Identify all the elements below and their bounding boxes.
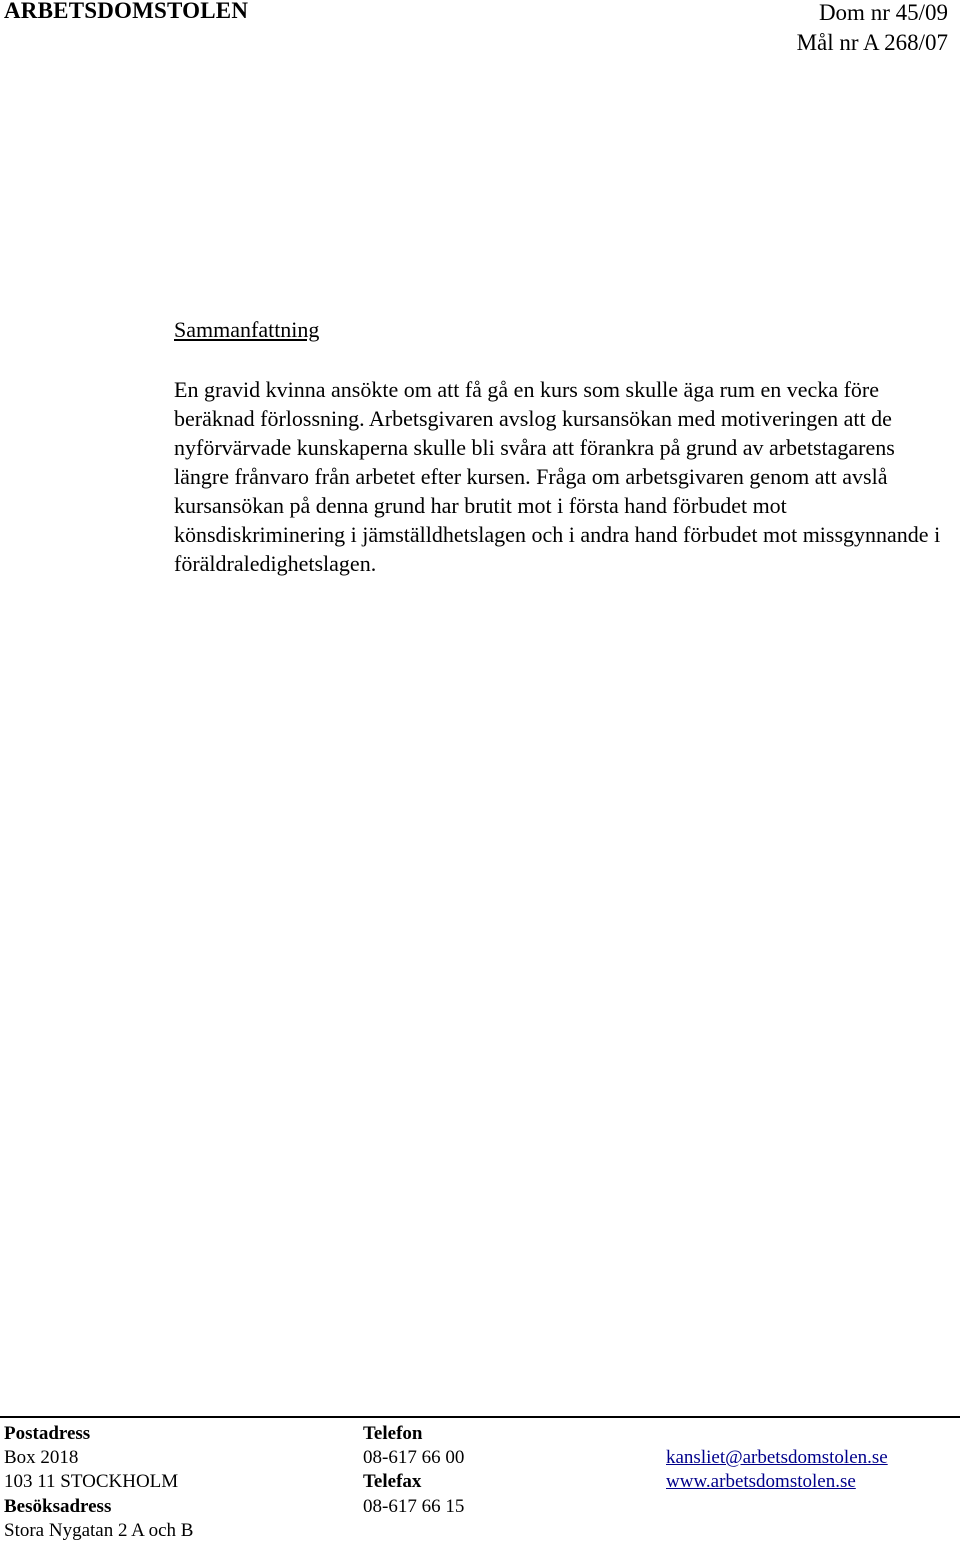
postal-box: Box 2018 bbox=[4, 1447, 79, 1469]
footer bbox=[0, 1416, 960, 1543]
postal-city: 103 11 STOCKHOLM bbox=[4, 1471, 179, 1493]
court-name: ARBETSDOMSTOLEN bbox=[4, 0, 249, 23]
website-link[interactable]: www.arbetsdomstolen.se bbox=[666, 1471, 856, 1493]
case-number: Mål nr A 268/07 bbox=[796, 30, 948, 55]
footer-contact-column bbox=[666, 1446, 888, 1494]
summary-body: En gravid kvinna ansökte om att få gå en kurs som skulle äga rum en vecka före beräknad förlossning. Arbetsgivaren avslog kursansökan med motiveringen att de nyförvärvade kunskaperna skulle bli svåra att förankra på grund av arbetstagarens längre frånvaro från arbetet efter kursen. Fråga om arbetsgivaren genom att avslå kursansökan på denna grund har brutit mot i första hand förbudet mot könsdiskriminering i jämställdhetslagen och i andra hand förbudet mot missgynnande i föräldraledighetslagen. bbox=[174, 377, 941, 576]
postal-address-label: Postadress bbox=[4, 1423, 91, 1444]
phone-label: Telefon bbox=[363, 1423, 423, 1444]
visit-address-label: Besöksadress bbox=[4, 1495, 112, 1517]
summary-section bbox=[174, 315, 949, 578]
phone-number: 08-617 66 00 bbox=[363, 1447, 465, 1469]
summary-heading: Sammanfattning bbox=[174, 317, 320, 342]
footer-phone-column bbox=[363, 1422, 464, 1519]
footer-address-column bbox=[4, 1422, 193, 1543]
judgment-number: Dom nr 45/09 bbox=[818, 0, 948, 25]
fax-number: 08-617 66 15 bbox=[363, 1495, 465, 1517]
email-link[interactable]: kansliet@arbetsdomstolen.se bbox=[666, 1447, 888, 1468]
fax-label: Telefax bbox=[363, 1471, 422, 1493]
case-references bbox=[797, 0, 948, 58]
visit-street: Stora Nygatan 2 A och B bbox=[4, 1519, 194, 1541]
